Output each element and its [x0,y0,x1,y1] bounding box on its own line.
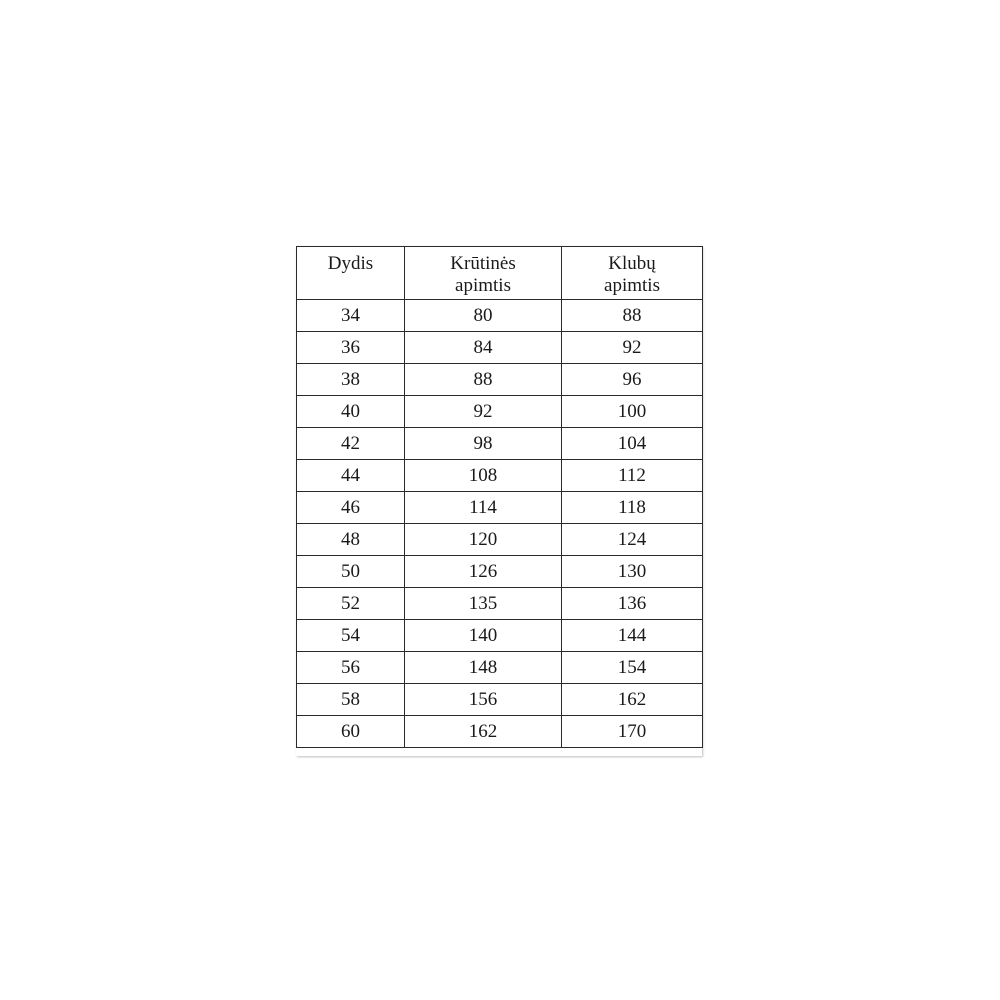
chest-cell: 108 [405,460,562,492]
size-cell: 36 [297,332,405,364]
table-row [297,460,703,492]
hips-cell: 88 [562,300,703,332]
chest-cell: 80 [405,300,562,332]
size-cell: 58 [297,684,405,716]
size-cell: 44 [297,460,405,492]
size-cell: 56 [297,652,405,684]
size-cell: 54 [297,620,405,652]
hips-cell: 154 [562,652,703,684]
table-row [297,396,703,428]
table-row [297,588,703,620]
table-row [297,428,703,460]
hips-cell: 100 [562,396,703,428]
chest-cell: 140 [405,620,562,652]
size-cell: 40 [297,396,405,428]
size-table [296,246,703,748]
table-row [297,652,703,684]
hips-cell: 96 [562,364,703,396]
table-row [297,492,703,524]
table-row [297,556,703,588]
size-cell: 50 [297,556,405,588]
size-cell: 48 [297,524,405,556]
table-row [297,620,703,652]
chest-cell: 126 [405,556,562,588]
hips-cell: 144 [562,620,703,652]
chest-cell: 156 [405,684,562,716]
table-row [297,524,703,556]
hips-cell: 124 [562,524,703,556]
size-cell: 52 [297,588,405,620]
hips-cell: 118 [562,492,703,524]
chest-cell: 148 [405,652,562,684]
table-row [297,332,703,364]
header-size-label: Dydis [327,253,374,274]
size-cell: 46 [297,492,405,524]
size-cell: 34 [297,300,405,332]
size-cell: 60 [297,716,405,748]
hips-cell: 112 [562,460,703,492]
chest-cell: 98 [405,428,562,460]
chest-cell: 92 [405,396,562,428]
header-size [297,247,405,300]
table-row [297,684,703,716]
hips-cell: 136 [562,588,703,620]
chest-cell: 162 [405,716,562,748]
hips-cell: 104 [562,428,703,460]
hips-cell: 162 [562,684,703,716]
hips-cell: 92 [562,332,703,364]
header-row [297,247,703,300]
header-chest-line2: apimtis [455,275,511,296]
size-chart [296,246,702,756]
chest-cell: 135 [405,588,562,620]
table-row [297,364,703,396]
chest-cell: 88 [405,364,562,396]
header-hips [562,247,703,300]
header-hips-line2: apimtis [604,275,660,296]
size-cell: 42 [297,428,405,460]
chest-cell: 114 [405,492,562,524]
size-cell: 38 [297,364,405,396]
hips-cell: 130 [562,556,703,588]
table-row [297,716,703,748]
table-row [297,300,703,332]
chest-cell: 84 [405,332,562,364]
header-chest [405,247,562,300]
chest-cell: 120 [405,524,562,556]
header-chest-line1: Krūtinės [450,253,516,274]
hips-cell: 170 [562,716,703,748]
header-hips-line1: Klubų [608,253,656,274]
